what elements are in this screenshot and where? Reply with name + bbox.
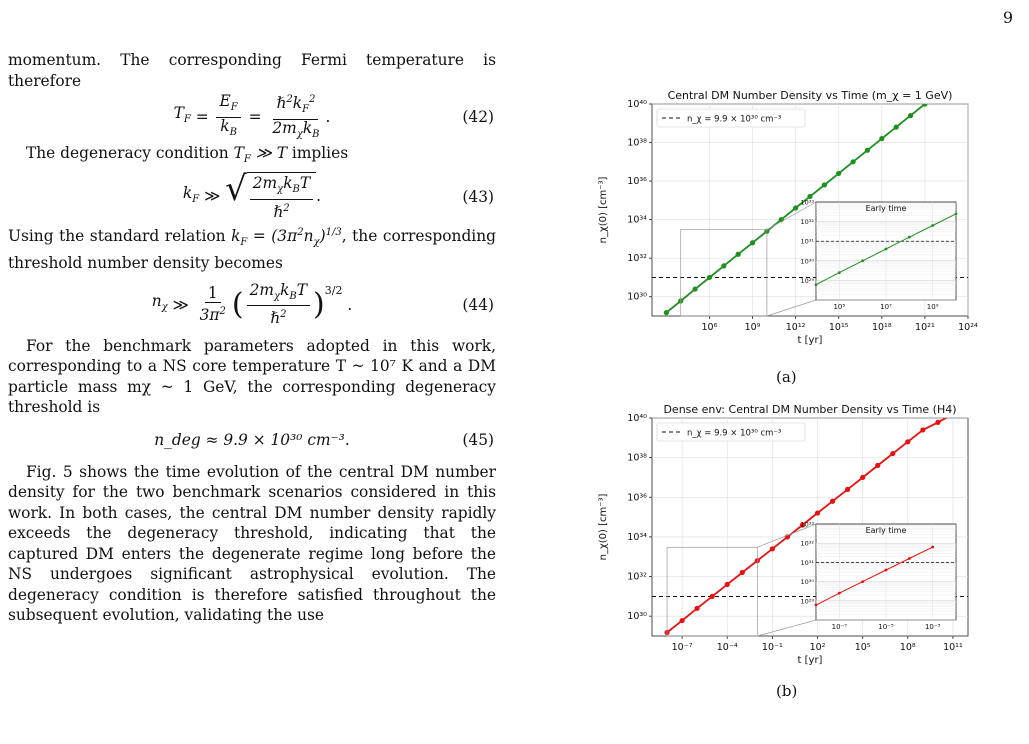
series-point xyxy=(822,182,827,187)
inset-title: Early time xyxy=(865,526,907,535)
series-point xyxy=(740,570,745,575)
inset-x-tick-label: 10⁻⁷ xyxy=(831,623,848,631)
inset-y-tick-label: 10³⁰ xyxy=(800,257,814,266)
chart-a xyxy=(592,84,982,354)
inset-y-tick-label: 10²⁹ xyxy=(800,276,814,285)
series-point xyxy=(793,205,798,210)
x-tick-label: 10⁻⁷ xyxy=(671,642,693,653)
y-tick-label: 10³⁴ xyxy=(627,531,647,543)
inset-x-tick-label: 10⁻³ xyxy=(924,623,941,631)
legend-label: n_χ = 9.9 × 10³⁰ cm⁻³ xyxy=(687,428,782,439)
equation-number: (45) xyxy=(462,430,494,449)
caption-b: (b) xyxy=(776,682,798,700)
y-tick-label: 10³⁰ xyxy=(627,611,647,623)
inset-x-tick-label: 10⁷ xyxy=(880,303,892,311)
chart-b xyxy=(592,398,982,673)
inset-series-point xyxy=(931,224,934,227)
paragraph-2: The degeneracy condition $T_F$ ≫ T implies xyxy=(26,144,349,166)
series-point xyxy=(850,159,855,164)
y-tick-label: 10³⁶ xyxy=(627,492,647,504)
y-tick-label: 10³⁸ xyxy=(627,452,647,464)
series-point xyxy=(725,582,730,587)
y-tick-label: 10³⁸ xyxy=(627,137,647,149)
x-tick-label: 10⁵ xyxy=(854,642,871,653)
paragraph-1: momentum. The corresponding Fermi temperature is therefore xyxy=(8,51,496,90)
inset-series-point xyxy=(931,546,934,549)
y-tick-label: 10³⁰ xyxy=(627,291,647,303)
series-point xyxy=(890,451,895,456)
x-tick-label: 10¹⁸ xyxy=(871,322,892,333)
x-axis-label: t [yr] xyxy=(797,655,823,666)
series-point xyxy=(710,594,715,599)
series-point xyxy=(905,439,910,444)
y-axis-label: n_χ(0) [cm⁻³] xyxy=(598,176,609,244)
equation-42: $T_F$ = $\frac{E_F}{k_B}$ = $\frac{\hbar^2k_F^2}{2m_\chi k_B}$ . (42) xyxy=(173,92,494,140)
x-tick-label: 10² xyxy=(809,642,826,653)
series-point xyxy=(836,171,841,176)
x-tick-label: 10⁻⁴ xyxy=(716,642,738,653)
chart-title: Dense env: Central DM Number Density vs Time (H4) xyxy=(663,403,957,416)
inset-chart xyxy=(801,521,956,632)
equation-44: $n_\chi$ ≫ $\frac{1}{3\pi^2}$ ( $\frac{2m_\chi k_BT}{\hbar^2}$ ) $^{3/2}$ . (44) xyxy=(151,281,494,328)
series-point xyxy=(664,310,669,315)
figure-b xyxy=(592,398,982,673)
inset-series-point xyxy=(815,604,818,607)
page-number: 9 xyxy=(1002,8,1013,27)
inset-series-point xyxy=(955,212,958,215)
inset-x-tick-label: 10⁹ xyxy=(926,303,939,311)
x-tick-label: 10⁸ xyxy=(899,642,916,653)
inset-y-tick-label: 10³³ xyxy=(800,520,814,529)
figure-a xyxy=(592,84,982,354)
series-point xyxy=(770,546,775,551)
inset-series-point xyxy=(838,271,841,274)
legend xyxy=(657,109,805,127)
legend xyxy=(657,423,805,441)
series-point xyxy=(830,499,835,504)
inset-x-tick-label: 10⁵ xyxy=(833,303,846,311)
x-tick-label: 10⁹ xyxy=(744,322,761,333)
y-tick-label: 10³² xyxy=(627,253,647,265)
inset-series-point xyxy=(885,248,888,251)
x-tick-label: 10¹¹ xyxy=(943,642,963,653)
inset-series-point xyxy=(815,283,818,286)
y-axis-label: n_χ(0) [cm⁻³] xyxy=(598,493,609,561)
body-text-column xyxy=(8,50,496,626)
equation-number: (42) xyxy=(462,107,494,126)
y-tick-label: 10³⁴ xyxy=(627,214,647,226)
y-tick-label: 10⁴⁰ xyxy=(627,413,647,424)
inset-chart xyxy=(801,199,958,312)
series-point xyxy=(692,286,697,291)
inset-series-point xyxy=(908,236,911,239)
equation-45: n_deg ≈ 9.9 × 10³⁰ cm⁻³. (45) xyxy=(154,430,494,449)
paragraph-5: Fig. 5 shows the time evolution of the central DM number density for the two benchmark scenarios considered in this work. In both cases, the central DM number density rapidly exceeds the degeneracy threshold, indicating that the captured DM enters the degenerate regime long before the NS undergoes significant astrophysical evolution. The degeneracy condition is therefore satisfied throughout the subsequent evolution, validating the use xyxy=(8,462,496,625)
series-point xyxy=(908,113,913,118)
legend-label: n_χ = 9.9 × 10³⁰ cm⁻³ xyxy=(687,114,782,125)
series-point xyxy=(894,125,899,130)
series-point xyxy=(679,618,684,623)
paragraph-3: Using the standard relation $k_F = (3\pi^2n_\chi)^{1/3}$, the corresponding threshold number density becomes xyxy=(8,226,496,273)
caption-a: (a) xyxy=(776,368,797,386)
series-point xyxy=(721,263,726,268)
series-point xyxy=(875,463,880,468)
inset-title: Early time xyxy=(865,204,907,213)
inset-y-tick-label: 10²⁹ xyxy=(800,597,814,606)
series-point xyxy=(922,101,927,106)
paragraph-4: For the benchmark parameters adopted in this work, corresponding to a NS core temperature T ~ 10⁷ K and a DM particle mass mχ ~ 1 GeV, the corresponding degeneracy threshold is xyxy=(8,336,496,417)
inset-series-point xyxy=(908,557,911,560)
inset-x-tick-label: 10⁻⁵ xyxy=(878,623,894,631)
x-tick-label: 10²⁴ xyxy=(958,322,978,333)
series-point xyxy=(935,420,940,425)
inset-y-tick-label: 10³³ xyxy=(800,198,814,207)
x-axis-label: t [yr] xyxy=(797,335,823,346)
series-point xyxy=(845,487,850,492)
inset-y-tick-label: 10³⁰ xyxy=(800,578,814,587)
series-point xyxy=(920,427,925,432)
y-tick-label: 10⁴⁰ xyxy=(627,99,647,110)
series-point xyxy=(860,475,865,480)
series-point xyxy=(695,606,700,611)
series-point xyxy=(865,148,870,153)
series-point xyxy=(707,275,712,280)
x-tick-label: 10¹⁵ xyxy=(828,322,849,333)
x-tick-label: 10⁶ xyxy=(701,322,718,333)
equation-number: (44) xyxy=(462,295,494,314)
inset-series-point xyxy=(861,580,864,583)
series-point xyxy=(815,510,820,515)
inset-series-point xyxy=(838,592,841,595)
x-tick-label: 10¹² xyxy=(785,322,806,333)
x-tick-label: 10⁻¹ xyxy=(761,642,783,653)
inset-y-tick-label: 10³² xyxy=(800,218,814,227)
inset-series-point xyxy=(861,259,864,262)
inset-y-tick-label: 10³¹ xyxy=(800,237,814,246)
y-tick-label: 10³⁶ xyxy=(627,176,647,188)
series-point xyxy=(736,252,741,257)
series-point xyxy=(879,136,884,141)
y-tick-label: 10³² xyxy=(627,571,647,583)
chart-title: Central DM Number Density vs Time (m_χ = 1 GeV) xyxy=(667,89,953,102)
series-point xyxy=(750,240,755,245)
inset-y-tick-label: 10³² xyxy=(800,539,814,548)
equation-43: $k_F$ ≫ √ $\frac{2m_\chi k_BT}{\hbar^2}$ . (43) xyxy=(182,169,494,221)
inset-y-tick-label: 10³¹ xyxy=(800,558,814,567)
inset-series-point xyxy=(885,569,888,572)
x-tick-label: 10²¹ xyxy=(915,322,935,333)
equation-number: (43) xyxy=(462,187,494,206)
